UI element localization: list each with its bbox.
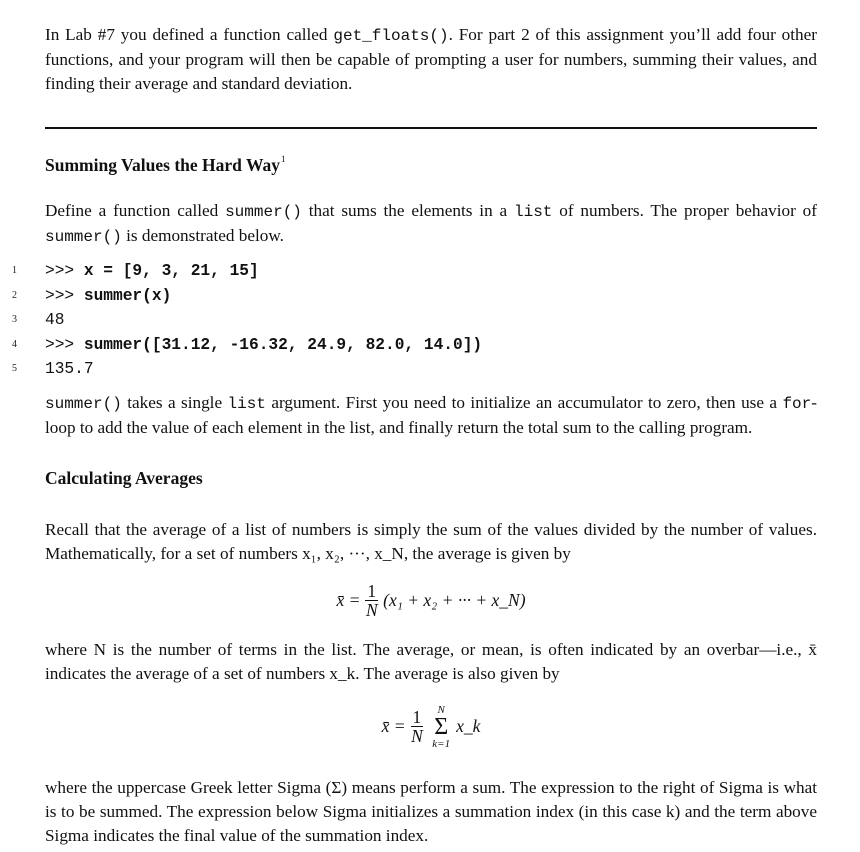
line-number: 4 xyxy=(12,338,17,350)
equation-average-2 xyxy=(45,692,817,762)
text: Define a function called xyxy=(45,201,226,220)
eq-numerator: 1 xyxy=(412,707,422,728)
text: -loop to add the value of each element in the list, and finally return the total sum to the calling program. xyxy=(45,392,817,437)
section-heading-text: Summing Values the Hard Way xyxy=(45,155,281,175)
equation-average-1 xyxy=(45,576,817,626)
summer-description xyxy=(45,199,817,249)
eq-fraction xyxy=(365,582,378,619)
code-list: list xyxy=(227,394,266,413)
code-line xyxy=(12,284,817,309)
sigma-upper-limit: N xyxy=(437,703,445,716)
intro-text-2: . For part 2 of this assignment you’ll add four other functions, and your program will then be capable of prompting a user for numbers, summing their values, and finding their average and standard deviation. xyxy=(45,25,817,93)
text: that sums the elements in a xyxy=(301,201,514,220)
sigma-lower-limit: k=1 xyxy=(432,737,451,750)
code-line xyxy=(12,333,817,358)
code-for: for xyxy=(782,394,812,413)
code-line xyxy=(12,357,817,382)
sigma-symbol xyxy=(432,704,450,750)
text: takes a single xyxy=(121,392,228,412)
code-output: 135.7 xyxy=(45,360,94,379)
line-number: 1 xyxy=(12,265,17,276)
footnote-mark: 1 xyxy=(281,154,286,164)
eq-numerator: 1 xyxy=(367,581,377,602)
code-prompt: >>> xyxy=(45,335,84,354)
section-heading-averages: Calculating Averages xyxy=(45,467,203,488)
code-summer: summer() xyxy=(45,228,122,246)
code-text: summer([31.12, -16.32, 24.9, 82.0, 14.0]) xyxy=(83,335,483,354)
text: argument. First you need to initialize an accumulator to zero, then use a xyxy=(265,392,783,412)
document-page xyxy=(12,14,817,848)
intro-function-name: get_floats() xyxy=(333,27,449,45)
eq-denominator: N xyxy=(411,726,423,747)
code-summer: summer() xyxy=(225,203,302,221)
eq-fraction xyxy=(411,708,424,745)
section-heading-summing xyxy=(45,147,817,177)
code-text: x = [9, 3, 21, 15] xyxy=(83,262,259,280)
code-prompt: >>> xyxy=(45,286,84,305)
eq-lhs: x̄ = xyxy=(336,590,361,611)
sigma-explanation: where the uppercase Greek letter Sigma (Σ) means perform a sum. The expression to the right of Sigma is what is to be summed. The expression below Sigma initializes a summation index (in this case k) and the term above Sigma indicates the final value of the summation index. xyxy=(45,777,817,845)
text: is demonstrated below. xyxy=(121,226,284,245)
code-text: summer(x) xyxy=(83,286,172,305)
code-list: list xyxy=(514,203,553,221)
intro-paragraph xyxy=(45,23,817,96)
summer-explanation xyxy=(45,391,817,440)
intro-text-1: In Lab #7 you defined a function called xyxy=(45,25,334,44)
sigma-glyph: Σ xyxy=(434,713,449,740)
code-listing xyxy=(12,259,817,382)
line-number: 2 xyxy=(12,289,17,301)
line-number: 5 xyxy=(12,363,17,375)
mean-explanation: where N is the number of terms in the list. The average, or mean, is often indicated by an overbar—i.e., x̄ indicates the average of a set of numbers x_k. The average is also given by xyxy=(45,639,817,683)
code-prompt: >>> xyxy=(45,262,84,280)
code-line xyxy=(12,308,817,333)
text: of numbers. The proper behavior of xyxy=(552,201,817,220)
section-divider xyxy=(45,127,817,129)
code-summer: summer() xyxy=(45,394,122,413)
eq-summand: x_k xyxy=(456,716,481,737)
eq-lhs: x̄ = xyxy=(381,716,406,737)
eq-denominator: N xyxy=(365,600,378,621)
average-intro: Recall that the average of a list of numbers is simply the sum of the values divided by the number of values. Mathematically, for a set of numbers x₁, x₂, ···, x_N, the average is given by xyxy=(45,519,817,563)
eq-rhs: (x₁ + x₂ + ··· + x_N) xyxy=(383,590,526,611)
code-line xyxy=(12,259,817,284)
code-output: 48 xyxy=(45,311,65,330)
line-number: 3 xyxy=(12,314,17,326)
